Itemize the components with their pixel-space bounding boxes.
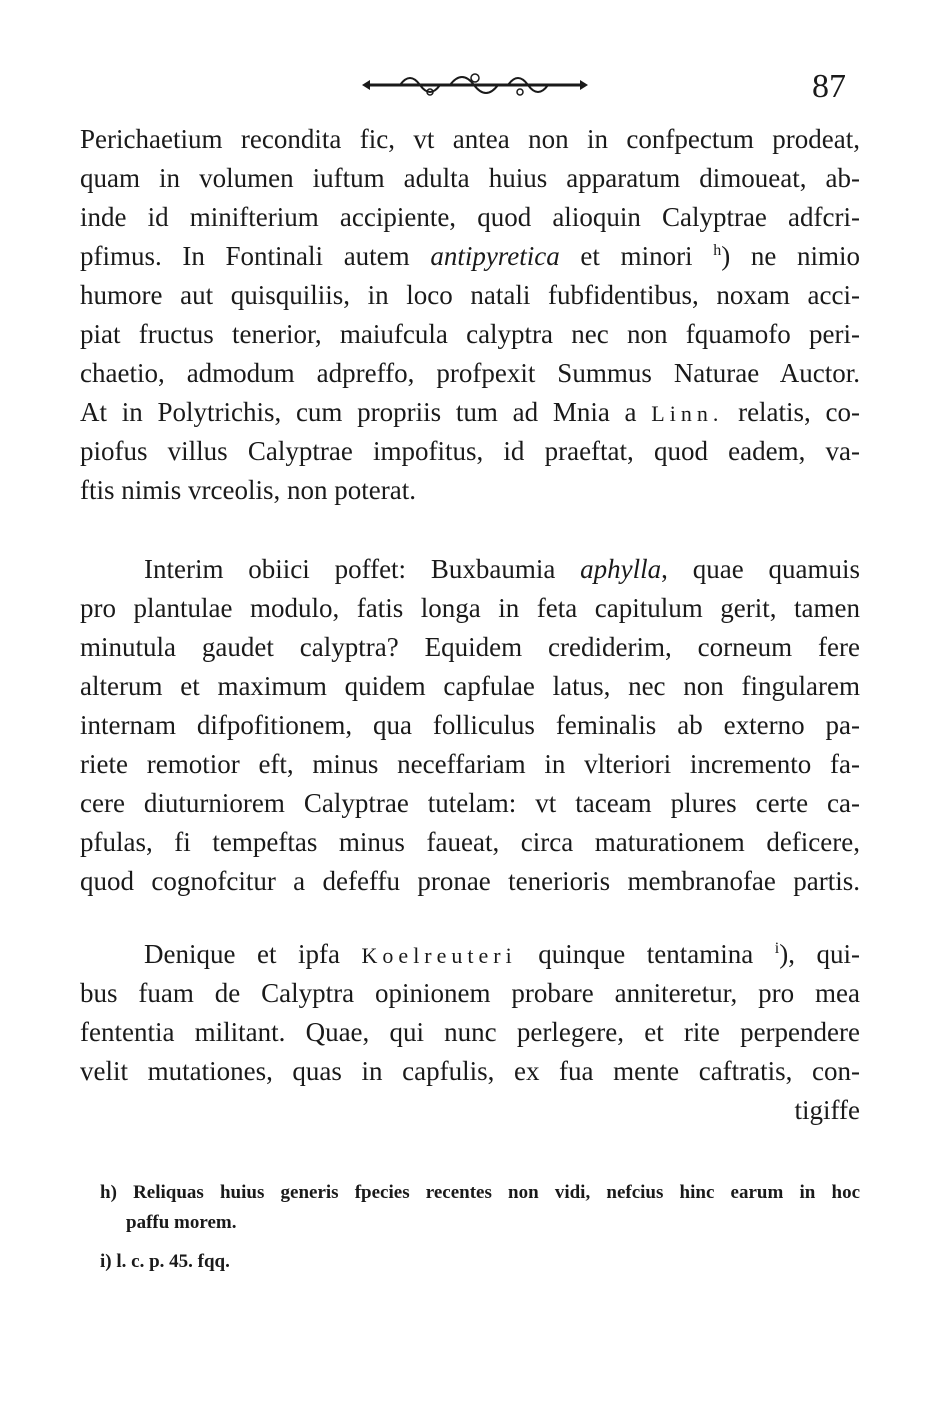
text-line: velit mutationes, quas in capfulis, ex fua mente caftratis, con- <box>80 1056 860 1086</box>
species-name: antipyretica <box>430 241 560 271</box>
text-line: ftis nimis vrceolis, non poterat. <box>80 475 416 505</box>
text-segment: relatis, co- <box>723 397 860 427</box>
text-segment: Denique et ipfa <box>144 939 362 969</box>
catchword: tigiffe <box>794 1095 860 1125</box>
footnote-line: paffu morem. <box>126 1212 237 1233</box>
text-line <box>80 550 860 589</box>
text-line: riete remotior eft, minus neceffariam in vlteriori incremento fa- <box>80 749 860 779</box>
footnote-i <box>100 1247 860 1277</box>
text-segment: pfimus. In Fontinali autem <box>80 241 431 271</box>
footnote-marker: i) <box>100 1251 112 1272</box>
text-segment: , quae quamuis <box>661 554 861 584</box>
text-line: inde id minifterium accipiente, quod alioquin Calyptrae adfcri- <box>80 202 860 232</box>
header-ornament <box>360 68 590 102</box>
text-line: chaetio, admodum adpreffo, profpexit Summus Naturae Auctor. <box>80 358 860 388</box>
footnote-line <box>100 1247 860 1277</box>
page-number: 87 <box>812 68 846 105</box>
text-segment: ), qui- <box>779 939 861 969</box>
paragraph-1 <box>80 120 860 510</box>
author-name: Linn. <box>651 401 724 426</box>
species-name: aphylla <box>580 554 662 584</box>
paragraph-3 <box>80 935 860 1130</box>
text-line: piat fructus tenerior, maiufcula calyptra nec non fquamofo peri- <box>80 319 860 349</box>
text-line: quam in volumen iuftum adulta huius apparatum dimoueat, ab- <box>80 163 860 193</box>
footnote-h <box>100 1178 860 1238</box>
text-line <box>80 237 860 276</box>
text-line: humore aut quisquiliis, in loco natali fubfidentibus, noxam acci- <box>80 280 860 310</box>
text-line: Perichaetium recondita fic, vt antea non in confpectum prodeat, <box>80 124 860 154</box>
footnote-ref-i[interactable]: i <box>774 940 780 957</box>
text-segment: At in Polytrichis, cum propriis tum ad Mnia a <box>80 397 652 427</box>
text-line: internam difpofitionem, qua folliculus feminalis ab externo pa- <box>80 710 860 740</box>
text-segment: ) ne nimio <box>721 241 860 271</box>
footnote-ref-h[interactable]: h <box>713 242 722 259</box>
text-line: pfulas, fi tempeftas minus faueat, circa maturationem deficere, <box>80 827 860 857</box>
paragraph-2 <box>80 550 860 901</box>
text-segment: quinque tentamina <box>516 939 775 969</box>
text-line: fententia militant. Quae, qui nunc perlegere, et rite perpendere <box>80 1017 860 1047</box>
author-name: Koelreuteri <box>361 943 517 968</box>
text-line: minutula gaudet calyptra? Equidem crediderim, corneum fere <box>80 632 860 662</box>
footnote-line <box>100 1178 860 1208</box>
footnote-text: l. c. p. 45. fqq. <box>116 1251 230 1272</box>
text-line: cere diuturniorem Calyptrae tutelam: vt taceam plures certe ca- <box>80 788 860 818</box>
text-line: bus fuam de Calyptra opinionem probare anniteretur, pro mea <box>80 978 860 1008</box>
text-line <box>80 393 860 432</box>
text-line: alterum et maximum quidem capfulae latus, nec non fingularem <box>80 671 860 701</box>
text-segment: Interim obiici poffet: Buxbaumia <box>144 554 581 584</box>
text-line: pro plantulae modulo, fatis longa in feta capitulum gerit, tamen <box>80 593 860 623</box>
footnote-text: Reliquas huius generis fpecies recentes non vidi, nefcius hinc earum in hoc <box>133 1182 861 1203</box>
text-segment: et minori <box>559 241 714 271</box>
text-line <box>80 935 860 974</box>
text-line: piofus villus Calyptrae impofitus, id praeftat, quod eadem, va- <box>80 436 860 466</box>
footnote-marker: h) <box>100 1182 117 1203</box>
text-line: quod cognofcitur a defeffu pronae tenerioris membranofae partis. <box>80 866 860 896</box>
